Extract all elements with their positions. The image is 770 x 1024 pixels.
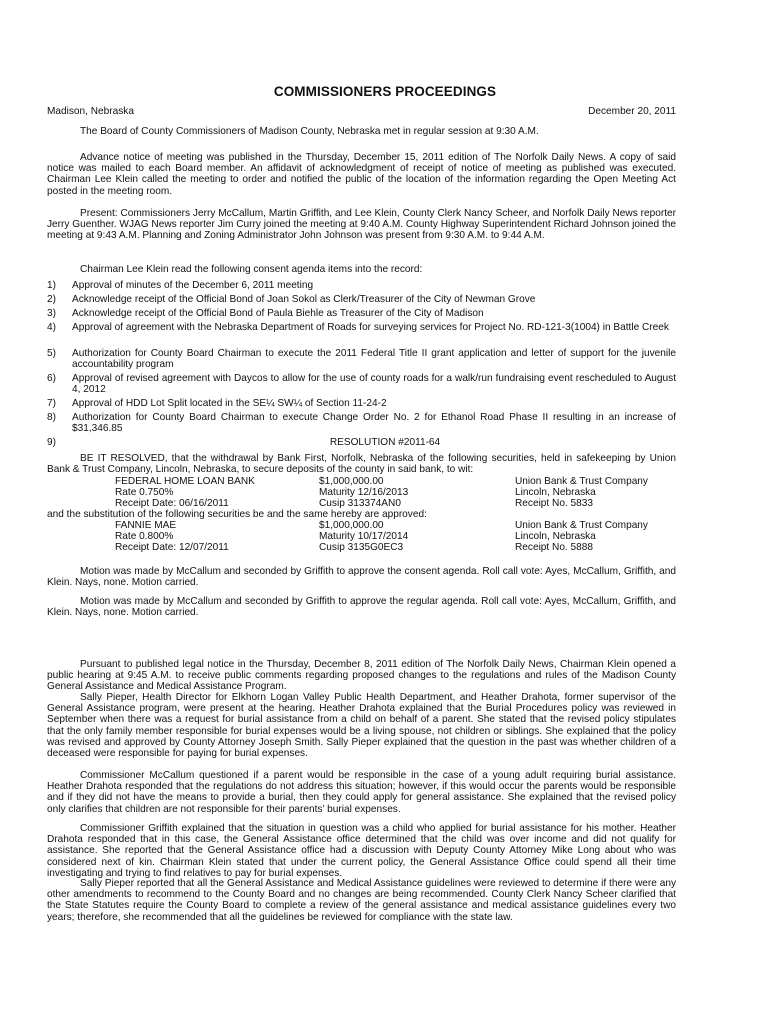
agenda-item: Approval of revised agreement with Daycos to allow for the use of county roads for a walk/run fundraising event rescheduled to August 4, 2012 (72, 373, 676, 396)
agenda-number: 6) (47, 373, 56, 384)
security-cell: Cusip 313374AN0 (319, 498, 401, 509)
security-cell: Receipt Date: 06/16/2011 (115, 498, 229, 509)
agenda-item: Acknowledge receipt of the Official Bond of Paula Biehle as Treasurer of the City of Madison (72, 308, 484, 319)
agenda-number: 1) (47, 280, 56, 291)
hearing-paragraph: Pursuant to published legal notice in the Thursday, December 8, 2011 edition of The Norfolk Daily News, Chairman Klein opened a public hearing at 9:45 A.M. to receive public comments regarding proposed changes to the regulations and rules of the Madison County General Assistance and Medical Assistance Program. (47, 659, 676, 693)
security-cell: Lincoln, Nebraska (515, 531, 596, 542)
agenda-number: 5) (47, 348, 56, 359)
agenda-number: 3) (47, 308, 56, 319)
notice-paragraph: Advance notice of meeting was published in the Thursday, December 15, 2011 edition of The Norfolk Daily News. A copy of said notice was mailed to each Board member. An affidavit of acknowledgment of receipt of notice of meeting as published was executed. Chairman Lee Klein called the meeting to order and notified the public of the location of the information regarding the Open Meeting Act posted in the meeting room. (47, 152, 676, 197)
security-cell: Cusip 3135G0EC3 (319, 542, 404, 553)
agenda-item: Authorization for County Board Chairman to execute the 2011 Federal Title II grant application and letter of support for the juvenile accountability program (72, 348, 676, 371)
security-cell: Maturity 10/17/2014 (319, 531, 409, 542)
substitution-text: and the substitution of the following securities be and the same hereby are approved: (47, 509, 427, 520)
intro-paragraph: The Board of County Commissioners of Madison County, Nebraska met in regular session at 9:30 A.M. (80, 126, 539, 137)
security-cell: Rate 0.800% (115, 531, 174, 542)
security-cell: Maturity 12/16/2013 (319, 487, 409, 498)
security-cell: Union Bank & Trust Company (515, 520, 648, 531)
security-cell: $1,000,000.00 (319, 520, 384, 531)
agenda-number: 7) (47, 398, 56, 409)
meeting-date: December 20, 2011 (588, 106, 676, 117)
agenda-item: Authorization for County Board Chairman to execute Change Order No. 2 for Ethanol Road Phase II resulting in an increase of $31,346.85 (72, 412, 676, 435)
agenda-item: Approval of HDD Lot Split located in the SE¼ SW¼ of Section 11-24-2 (72, 398, 387, 409)
security-cell: Receipt No. 5833 (515, 498, 593, 509)
page-title: COMMISSIONERS PROCEEDINGS (273, 84, 497, 99)
security-cell: Receipt No. 5888 (515, 542, 593, 553)
security-cell: Union Bank & Trust Company (515, 476, 648, 487)
security-cell: Receipt Date: 12/07/2011 (115, 542, 229, 553)
resolution-heading: RESOLUTION #2011-64 (329, 437, 441, 448)
agenda-number: 9) (47, 437, 56, 448)
agenda-number: 8) (47, 412, 56, 423)
consent-intro: Chairman Lee Klein read the following consent agenda items into the record: (80, 264, 423, 275)
security-cell: FEDERAL HOME LOAN BANK (115, 476, 255, 487)
hearing-paragraph: Commissioner McCallum questioned if a parent would be responsible in the case of a young adult requiring burial assistance. Heather Drahota responded that the regulations do not address this situation; however, if this would occur the parents would be responsible and if they did not have the means to provide a burial, then they could apply for general assistance. She explained that the revised policy only clarifies that children are not responsible for their parents’ burial expenses. (47, 770, 676, 815)
motion-regular-agenda: Motion was made by McCallum and seconded by Griffith to approve the regular agenda. Roll call vote: Ayes, McCallum, Griffith, and Klein. Nays, none. Motion carried. (47, 596, 676, 619)
agenda-item: Approval of agreement with the Nebraska Department of Roads for surveying services for Project No. RD-121-3(1004) in Battle Creek (72, 322, 669, 333)
security-cell: $1,000,000.00 (319, 476, 384, 487)
agenda-item: Approval of minutes of the December 6, 2011 meeting (72, 280, 314, 291)
resolution-paragraph: BE IT RESOLVED, that the withdrawal by Bank First, Norfolk, Nebraska of the following securities, held in safekeeping by Union Bank & Trust Company, Lincoln, Nebraska, to secure deposits of the county in said bank, to wit: (47, 453, 676, 476)
hearing-paragraph: Commissioner Griffith explained that the situation in question was a child who applied for burial assistance for his mother. Heather Drahota responded that in this case, the General Assistance office determined that the child was over income and did not qualify for assistance. She reported that the General Assistance office had a discussion with Deputy County Attorney Mike Long about who was considered next of kin. Chairman Klein stated that under the current policy, the General Assistance Office could spend all their time investigating and trying to find relatives to pay for burial expenses. (47, 823, 676, 879)
present-paragraph: Present: Commissioners Jerry McCallum, Martin Griffith, and Lee Klein, County Clerk Nancy Scheer, and Norfolk Daily News reporter Jerry Guenther. WJAG News reporter Jim Curry joined the meeting at 9:40 A.M. County Highway Superintendent Richard Johnson joined the meeting at 9:43 A.M. Planning and Zoning Administrator John Johnson was present from 9:30 A.M. to 9:44 A.M. (47, 208, 676, 242)
hearing-paragraph: Sally Pieper reported that all the General Assistance and Medical Assistance guidelines were reviewed to determine if there were any other amendments to recommend to the County Board and no changes are being recommended. County Clerk Nancy Scheer clarified that the State Statutes require the County Board to complete a review of the general assistance and medical assistance guidelines every two years; therefore, she recommended that all the guidelines be reviewed for compliance with the state law. (47, 878, 676, 923)
agenda-item: Acknowledge receipt of the Official Bond of Joan Sokol as Clerk/Treasurer of the City of Newman Grove (72, 294, 536, 305)
motion-consent-agenda: Motion was made by McCallum and seconded by Griffith to approve the consent agenda. Roll call vote: Ayes, McCallum, Griffith, and Klein. Nays, none. Motion carried. (47, 566, 676, 589)
hearing-paragraph: Sally Pieper, Health Director for Elkhorn Logan Valley Public Health Department, and Heather Drahota, former supervisor of the General Assistance program, were present at the hearing. Heather Drahota explained that the Burial Procedures policy was reviewed in September when there was a request for burial assistance from a child on behalf of a parent. She stated that the revised policy stipulates that the only family member responsible for burial expenses would be a living spouse, not children or siblings. She explained that the policy was revised and approved by County Attorney Joseph Smith. Sally Pieper explained that the question in the past was whether children of a deceased were responsible for paying for burial expenses. (47, 692, 676, 760)
agenda-number: 4) (47, 322, 56, 333)
location: Madison, Nebraska (47, 106, 134, 117)
security-cell: FANNIE MAE (115, 520, 177, 531)
security-cell: Lincoln, Nebraska (515, 487, 596, 498)
security-cell: Rate 0.750% (115, 487, 174, 498)
agenda-number: 2) (47, 294, 56, 305)
